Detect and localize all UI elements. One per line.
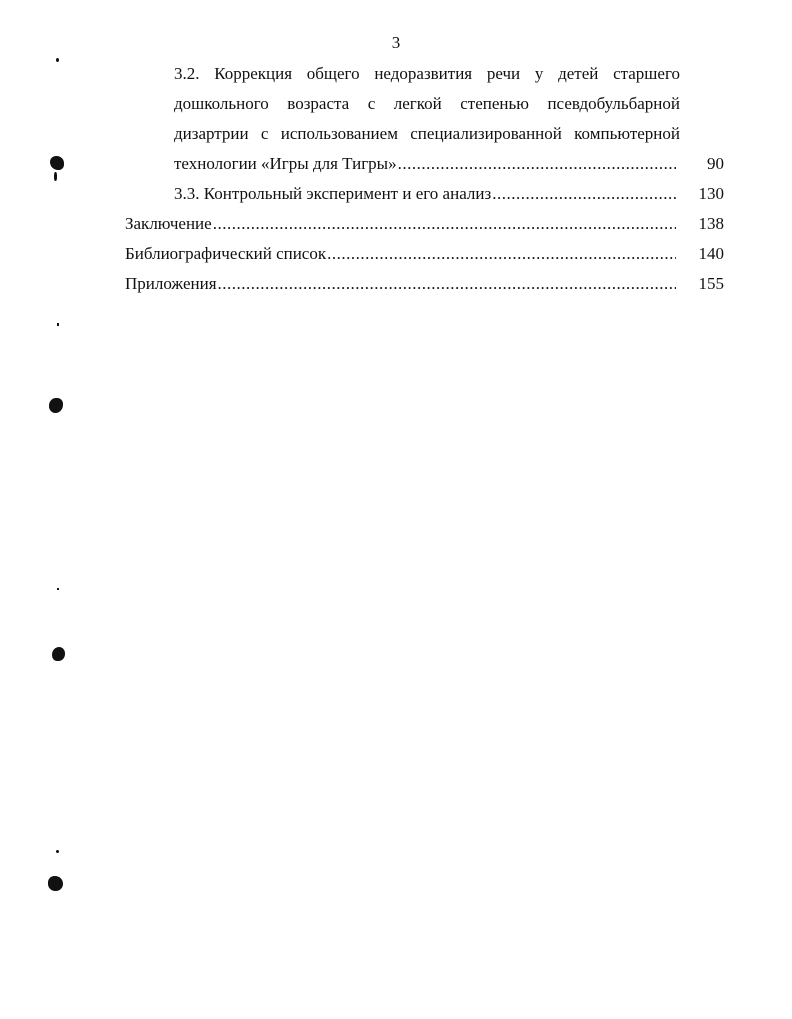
toc-entry-3-3 [174,184,676,204]
scan-spot [56,850,59,853]
binding-hole-mark [48,876,63,891]
toc-entry-conclusion-title: Заключение [125,214,212,233]
scan-spot [54,172,57,181]
toc-entry-3-2-page: 90 [707,154,724,173]
toc-leader-dots [398,154,676,174]
scan-spot [57,323,59,326]
toc-entry-bibliography-title: Библиографический список [125,244,327,263]
toc-entry-bibliography [125,244,676,264]
scan-spot [57,588,59,590]
binding-hole-mark [52,647,65,661]
toc-entry-3-3-title: 3.3. Контрольный эксперимент и его анализ [174,184,492,203]
toc-leader-dots [213,214,676,234]
toc-entry-bibliography-page: 140 [698,244,724,263]
toc-entry-3-2-line-3-text: дизартрии с использованием специализированной компьютерной [174,124,680,143]
toc-leader-dots [492,184,676,204]
binding-hole-mark [49,398,63,413]
toc-leader-dots [218,274,676,294]
toc-entry-3-2-line-4 [174,154,676,174]
toc-entry-appendices-title: Приложения [125,274,217,293]
toc-entry-appendices-page: 155 [698,274,724,293]
toc-entry-3-2-last-line-text: технологии «Игры для Тигры» [174,154,397,173]
toc-entry-3-2-line-3 [174,124,680,144]
toc-leader-dots [327,244,676,264]
toc-entry-appendices [125,274,676,294]
page-number: 3 [391,33,401,52]
toc-entry-3-2-line-2 [174,94,680,114]
toc-entry-3-2-line-1 [174,64,680,84]
toc-entry-3-2-line-2-text: дошкольного возраста с легкой степенью псевдобульбарной [174,94,680,113]
toc-entry-conclusion-page: 138 [698,214,724,233]
binding-hole-mark [50,156,64,170]
toc-entry-conclusion [125,214,676,234]
toc-entry-3-3-page: 130 [698,184,724,203]
scan-spot [56,58,59,62]
toc-entry-3-2-line-1-text: 3.2. Коррекция общего недоразвития речи у детей старшего [174,64,680,83]
